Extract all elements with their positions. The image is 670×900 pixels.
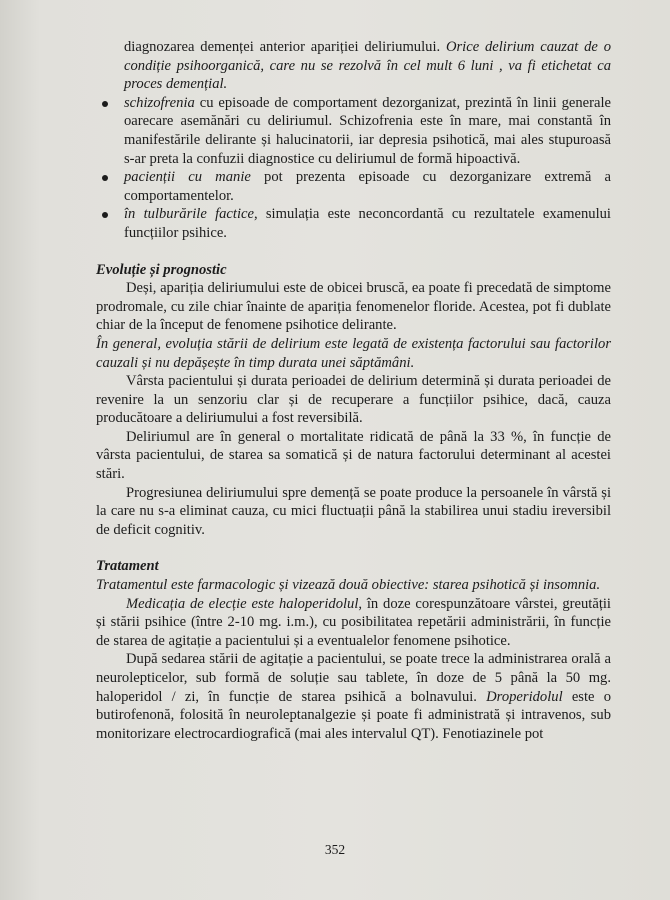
drug-name-text: Droperidolul: [486, 688, 563, 705]
paragraph: [96, 595, 611, 651]
paragraph: Deliriumul are în general o mortalitate ridicată de până la 33 %, în funcție de vârsta pacientului, de starea sa somatică și de natura factorului determinant al acestei stări.: [96, 428, 611, 483]
bullet-icon: [102, 175, 108, 181]
intro-paragraph: [96, 38, 611, 94]
section-heading-evolution: Evoluție și prognostic: [96, 261, 227, 278]
list-item: [96, 168, 611, 205]
list-item-term: schizofrenia: [124, 94, 195, 111]
bullet-icon: [102, 101, 108, 107]
section-heading-treatment: Tratament: [96, 558, 159, 575]
list-item-text: cu episoade de comportament dezorganizat, prezintă în linii generale oarecare asemănări cu deliriumul. Schizofrenia este în mare, mai constantă în manifestările delirante și halucinatorii, iar depresia psihotică, mai ales stupuroasă s-ar preta la confuzii diagnostice cu deliriumul de formă hipoactivă.: [124, 94, 611, 167]
drug-of-choice-text: Medicația de elecție este haloperidolul: [126, 595, 359, 612]
paragraph: [96, 650, 611, 743]
list-item-text: pot prezenta episoade cu dezorganizare extremă a comportamentelor.: [124, 169, 611, 204]
paragraph: Vârsta pacientului și durata perioadei de delirium determină și durata perioadei de revenire la un senzoriu clar și de recuperare a funcțiilor psihice, dacă, cauza producătoare a deliriumului a fost reversibilă.: [96, 373, 611, 427]
paragraph-italic: Tratamentul este farmacologic și vizează două obiective: starea psihotică și insomnia.: [96, 577, 601, 594]
paragraph-text: este o butirofenonă, folosită în neuroleptanalgezie și poate fi administrată și intravenos, sub monitorizare electrocardiografică (mai ales intervalul QT). Fenotiazinele pot: [96, 688, 611, 742]
paragraph-text: , în doze corespunzătoare vârstei, greutății și stării psihice (între 2-10 mg. i.m.), cu posibilitatea repetării administrării, în funcție de starea de agitație a pacientului și a eventualelor fenomene psihotice.: [96, 595, 611, 649]
paragraph: Progresiunea deliriumului spre demență se poate produce la persoanele în vârstă și la care nu s-a eliminat cauza, cu mici fluctuații până la stabilirea unui stadiu ireversibil de deficit cognitiv.: [96, 484, 611, 538]
paragraph-italic: În general, evoluția stării de delirium este legată de existența factorului sau factorilor cauzali și nu depășește în timp durata unei săptămâni.: [96, 335, 611, 371]
page-number: 352: [324, 842, 346, 857]
list-item-term: în tulburările factice: [124, 206, 254, 223]
paragraph-text: După sedarea stării de agitație a pacientului, se poate trece la administrarea orală a neurolepticelor, sub formă de soluție sau tablete, în doze de 5 până la 50 mg. haloperidol / zi, în funcție de starea psihică a bolnavului.: [96, 651, 611, 705]
bullet-icon: [102, 212, 108, 218]
list-item-term: pacienții cu manie: [124, 169, 251, 186]
list-item: [96, 94, 611, 168]
list-item-text: , simulația este neconcordantă cu rezultatele examenului funcțiilor psihice.: [124, 206, 611, 241]
list-item: [96, 205, 611, 242]
page-content: [96, 38, 611, 743]
intro-italic-text: Orice delirium cauzat de o condiție psihoorganică, care nu se rezolvă în cel mult 6 luni , va fi etichetat ca proces demențial.: [124, 39, 611, 93]
paragraph: Deși, apariția deliriumului este de obicei bruscă, ea poate fi precedată de simptome prodromale, cu zile chiar înainte de apariția fenomenelor floride. Acestea, pot fi dublate chiar de la început de fenomene psihotice delirante.: [96, 280, 611, 334]
differential-diagnosis-list: [96, 94, 611, 243]
intro-text: diagnozarea demenței anterior apariției deliriumului.: [124, 39, 441, 55]
